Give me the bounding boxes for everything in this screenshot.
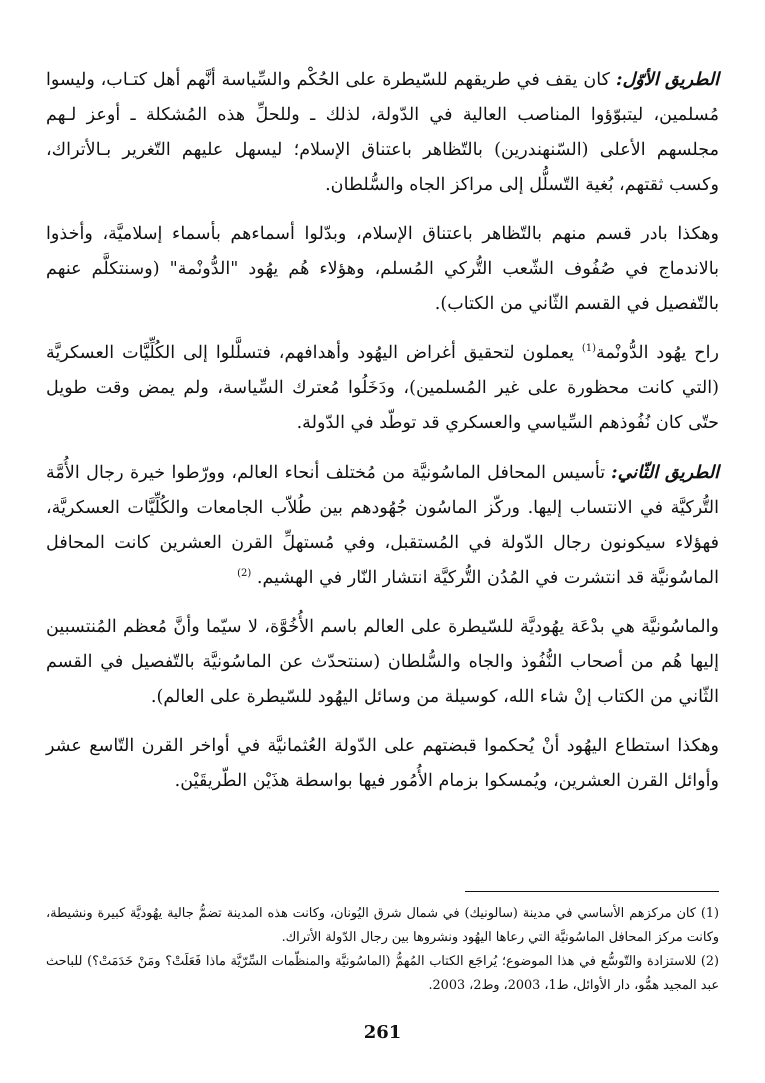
footnote-1: (1) كان مركزهم الأساسي في مدينة (سالونيك) في شمال شرق اليُونان، وكانت هذه المدينة تضمُّ جالية يهُوديَّة كبيرة ونشيطة، وكانت مركز المحافل الماسُونيَّة التي رعاها اليهُود ونشروها بين رجال الدّولة الأتراك. bbox=[46, 906, 719, 945]
paragraph-second-path bbox=[46, 455, 719, 596]
paragraph-masonry bbox=[46, 610, 719, 715]
footnote-2: (2) للاستزادة والتّوسُّع في هذا الموضوع؛ يُراجَع الكتاب المُهمُّ (الماسُونيَّة والمنظّمات السِّرّيَّة ماذا فَعَلَتْ؟ ومَنْ خَدَمَتْ؟) للباحث عبد المجيد همُّو، دار الأوائل، ط1، 2003، وط2، 2003. bbox=[46, 954, 719, 993]
page-number: 261 bbox=[363, 1022, 402, 1043]
paragraph-text: كان يقف في طريقهم للسّيطرة على الحُكْم والسِّياسة أنَّهم أهل كتـاب، وليسوا مُسلمين، ليتبوّؤوا المناصب العالية في الدّولة، لذلك ـ وللحلِّ هذه المُشكلة ـ أوعز لـهم مجلسهم الأعلى (السّنهندرين) بالتّظاهر باعتناق الإسلام؛ ليسهل عليهم التّغرير بـالأتراك، وكسب ثقتهم، بُغية التّسلُّل إلى مراكز الجاه والسُّلطان. bbox=[46, 70, 719, 195]
paragraph-first-path bbox=[46, 62, 719, 203]
footnote-ref-2: (2) bbox=[237, 568, 252, 580]
footnote-divider bbox=[465, 891, 719, 892]
paragraph-text: وهكذا بادر قسم منهم بالتّظاهر باعتناق الإسلام، وبدّلوا أسماءهم بأسماء إسلاميَّة، وأخذوا بالاندماج في صُفُوف الشّعب التُّركي المُسلم، وهؤلاء هُم يهُود "الدُّونْمة" (وسنتكلَّم عنهم بالتّفصيل في القسم الثّاني من الكتاب). bbox=[46, 224, 719, 314]
section-lead-second-path: الطريق الثّاني: bbox=[611, 462, 719, 483]
paragraph-conclusion bbox=[46, 729, 719, 799]
paragraph-text: وهكذا استطاع اليهُود أنْ يُحكموا قبضتهم على الدّولة العُثمانيَّة في أواخر القرن التّاسع عشر وأوائل القرن العشرين، ويُمسكوا بزمام الأُمُور فيها بواسطة هذَيْن الطّريقَيْن. bbox=[46, 736, 719, 791]
footnote-ref-1: (1) bbox=[581, 343, 597, 355]
section-lead-first-path: الطريق الأوّل: bbox=[616, 69, 719, 90]
paragraph-text-start: راح يهُود الدُّونْمة bbox=[596, 343, 719, 363]
paragraph-text: والماسُونيَّة هي بدْعَة يهُوديَّة للسّيطرة على العالم باسم الأُخُوَّة، لا سيّما وأنَّ مُعظم المُنتسبين إليها هُم من أصحاب النُّفُوذ والجاه والسُّلطان (سنتحدّث عن الماسُونيَّة بالتّفصيل في القسم الثّاني من الكتاب إنْ شاء الله، كوسيلة من وسائل اليهُود للسّيطرة على العالم). bbox=[46, 617, 719, 707]
paragraph-donmeh-intro bbox=[46, 217, 719, 322]
paragraph-text: يعملون لتحقيق أغراض اليهُود وأهدافهم، فتسلَّلوا إلى الكُلِّيَّات العسكريَّة (التي كانت محظورة على غير المُسلمين)، ودَخَلُوا مُعترك السِّياسة، ولم يمض وقت طويل حتّى كان نُفُوذهم السِّياسي والعسكري قد توطّد في الدّولة. bbox=[46, 343, 719, 433]
paragraph-text: تأسيس المحافل الماسُونيَّة من مُختلف أنحاء العالم، وورّطوا خيرة رجال الأُمَّة التُّركيَّة في الانتساب إليها. وركّز الماسُون جُهُودهم بين طُلاّب الجامعات والكُلِّيَّات العسكريَّة، فهؤلاء سيكونون رجال الدّولة في المُستقبل، وفي مُستهلِّ القرن العشرين كانت المحافل الماسُونيَّة قد انتشرت في المُدُن التُّركيَّة انتشار النّار في الهشيم. bbox=[46, 463, 719, 588]
paragraph-donmeh-work bbox=[46, 336, 719, 441]
footnotes bbox=[46, 902, 719, 998]
